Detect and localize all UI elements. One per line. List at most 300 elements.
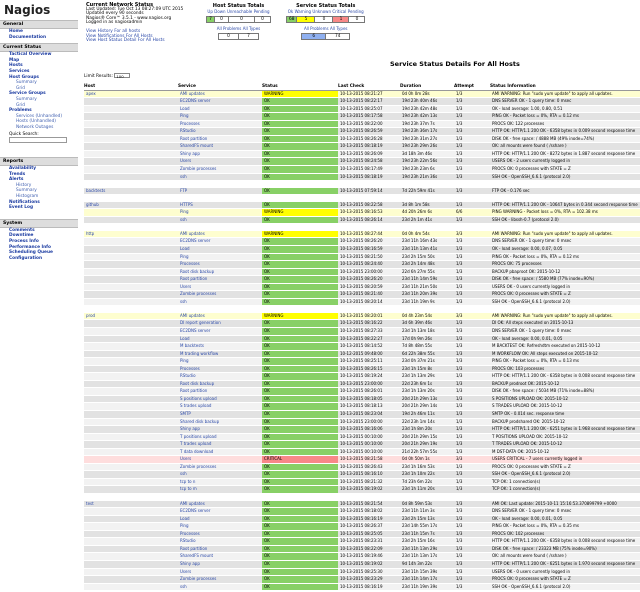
host-cell[interactable]: [84, 560, 178, 568]
nav-sg-summary[interactable]: Summary: [16, 96, 37, 102]
service-cell[interactable]: Load: [178, 105, 262, 113]
status-cell: OK: [262, 530, 338, 538]
service-cell[interactable]: Processes: [178, 261, 262, 269]
host-cell[interactable]: [84, 135, 178, 143]
last-check-cell: 10-13-2015 08:27:44: [338, 230, 400, 238]
link-history[interactable]: View History For all hosts: [86, 28, 141, 34]
table-row: [84, 538, 640, 546]
service-cell[interactable]: T data download: [178, 448, 262, 456]
service-cell[interactable]: DI report generation: [178, 320, 262, 328]
host-cell[interactable]: [84, 478, 178, 486]
host-cell[interactable]: [84, 365, 178, 373]
status-info-cell: HTTP OK: HTTP/1.1 200 OK - 6251 bytes in 1.968 second response time: [490, 426, 640, 434]
service-cell[interactable]: Load: [178, 245, 262, 253]
duration-cell: 19d 23h 23m 6s: [400, 165, 454, 173]
attempt-cell: 1/3: [454, 201, 490, 209]
status-cell: OK: [262, 238, 338, 246]
logged-in: Logged in as nagiosadmin: [86, 20, 143, 26]
last-check-cell: 10-13-2015 08:14:52: [338, 343, 400, 351]
col-status[interactable]: Status: [262, 83, 338, 90]
host-cell[interactable]: [84, 261, 178, 269]
table-row: [84, 128, 640, 136]
service-cell[interactable]: Root partition: [178, 276, 262, 284]
service-cell[interactable]: Zombie processes: [178, 291, 262, 299]
service-cell[interactable]: ssh: [178, 298, 262, 306]
duration-cell: 23d 1h 8m 20s: [400, 426, 454, 434]
attempt-cell: 1/3: [454, 395, 490, 403]
status-cell: OK: [262, 441, 338, 449]
service-cell[interactable]: Shiny app: [178, 560, 262, 568]
last-check-cell: 10-13-2015 08:26:09: [338, 150, 400, 158]
table-row: [84, 395, 640, 403]
nav-host-groups[interactable]: Host Groups: [9, 74, 39, 80]
host-cell[interactable]: [84, 395, 178, 403]
duration-cell: 9d 14h 3m 22s: [400, 560, 454, 568]
service-cell[interactable]: AMI updates: [178, 230, 262, 238]
service-cell[interactable]: SharedFS mount: [178, 553, 262, 561]
link-host-status[interactable]: View Host Status Detail For All Hosts: [86, 38, 165, 44]
status-cell: OK: [262, 560, 338, 568]
table-row: [84, 143, 640, 151]
attempt-cell: 1/3: [454, 276, 490, 284]
nav-comments[interactable]: Comments: [9, 227, 35, 233]
host-cell[interactable]: [84, 448, 178, 456]
nav-alerts-summary[interactable]: Summary: [16, 188, 37, 194]
host-cell[interactable]: test: [84, 500, 178, 508]
quick-search-input[interactable]: [9, 137, 67, 143]
nav-hosts-unhandled[interactable]: Hosts (Unhandled): [16, 119, 56, 125]
host-cell[interactable]: [84, 388, 178, 396]
service-cell[interactable]: Shiny app: [178, 150, 262, 158]
service-totals-title: Service Status Totals: [296, 3, 356, 9]
last-check-cell: 10-13-2015 08:27:33: [338, 328, 400, 336]
duration-cell: 0d 4h 23m 54s: [400, 312, 454, 320]
service-cell[interactable]: Processes: [178, 120, 262, 128]
limit-select[interactable]: 100: [114, 73, 130, 78]
status-info-cell: PROCS OK: 0 processes with STATE = Z: [490, 291, 640, 299]
status-cell: OK: [262, 143, 338, 151]
attempt-cell: 1/3: [454, 253, 490, 261]
nav-alerts-history[interactable]: History: [16, 182, 32, 188]
service-cell[interactable]: Zombie processes: [178, 165, 262, 173]
service-cell[interactable]: FTP: [178, 187, 262, 195]
duration-cell: 21d 22h 57m 55s: [400, 448, 454, 456]
last-check-cell: 10-13-2015 08:19:46: [338, 553, 400, 561]
host-cell[interactable]: [84, 411, 178, 419]
status-cell: OK: [262, 113, 338, 121]
status-info-cell: AMI WARNING: Run "sudo yum update" to apply all updates.: [490, 230, 640, 238]
page-title: Service Status Details For All Hosts: [390, 60, 520, 68]
status-cell: OK: [262, 201, 338, 209]
status-cell: WARNING: [262, 230, 338, 238]
host-cell[interactable]: [84, 433, 178, 441]
attempt-cell: 1/3: [454, 105, 490, 113]
last-check-cell: 10-13-2015 23:00:00: [338, 418, 400, 426]
host-cell[interactable]: [84, 486, 178, 494]
link-notifications[interactable]: View Notifications For All Hosts: [86, 33, 153, 39]
last-check-cell: 10-12-2015 09:48:00: [338, 350, 400, 358]
status-info-cell: T POSITIONS UPLOAD OK: 2015-10-12: [490, 433, 640, 441]
col-host[interactable]: Host: [84, 83, 178, 90]
nav-scheduling-queue[interactable]: Scheduling Queue: [9, 250, 53, 256]
nav-documentation[interactable]: Documentation: [9, 34, 47, 40]
duration-cell: 19d 23h 22m 56s: [400, 158, 454, 166]
host-cell[interactable]: [84, 538, 178, 546]
status-cell: OK: [262, 418, 338, 426]
status-cell: OK: [262, 105, 338, 113]
duration-cell: 23d 1h 15m 8s: [400, 365, 454, 373]
status-cell: OK: [262, 583, 338, 591]
service-cell[interactable]: ssh: [178, 216, 262, 224]
col-status-information[interactable]: Status Information: [490, 83, 640, 90]
host-cell[interactable]: [84, 576, 178, 584]
service-cell[interactable]: ssh: [178, 173, 262, 181]
host-cell[interactable]: [84, 238, 178, 246]
status-cell: OK: [262, 463, 338, 471]
svc-label-warning[interactable]: Warning: [294, 9, 312, 14]
duration-cell: 19d 23h 37m 7s: [400, 120, 454, 128]
host-cell[interactable]: [84, 165, 178, 173]
service-status-table: [84, 83, 640, 591]
host-cell[interactable]: [84, 426, 178, 434]
status-cell: OK: [262, 343, 338, 351]
host-cell[interactable]: [84, 515, 178, 523]
host-cell[interactable]: [84, 530, 178, 538]
host-label-unreachable[interactable]: Unreachable: [226, 9, 253, 14]
host-cell[interactable]: [84, 143, 178, 151]
host-cell[interactable]: [84, 209, 178, 217]
host-cell[interactable]: backtests: [84, 187, 178, 195]
service-cell[interactable]: tcp to n: [178, 478, 262, 486]
nav-trends[interactable]: Trends: [9, 171, 26, 177]
service-cell[interactable]: M trading workflow: [178, 350, 262, 358]
service-cell[interactable]: RStudio: [178, 538, 262, 546]
host-all-problems-label[interactable]: All Problems: [216, 26, 242, 31]
service-cell[interactable]: Load: [178, 335, 262, 343]
last-check-cell: 10-13-2015 08:21:50: [338, 253, 400, 261]
service-cell[interactable]: EC2DNS server: [178, 98, 262, 106]
status-info-cell: PROCS OK: 0 processes with STATE = Z: [490, 576, 640, 584]
service-cell[interactable]: Root partition: [178, 135, 262, 143]
host-cell[interactable]: github: [84, 201, 178, 209]
col-attempt[interactable]: Attempt: [454, 83, 490, 90]
attempt-cell: 1/3: [454, 187, 490, 195]
nav-problems[interactable]: Problems: [9, 108, 32, 114]
col-last-check[interactable]: Last Check: [338, 83, 400, 90]
service-cell[interactable]: ssh: [178, 583, 262, 591]
service-cell[interactable]: HTTPS: [178, 201, 262, 209]
last-check-cell: 10-13-2015 08:22:27: [338, 335, 400, 343]
host-cell[interactable]: [84, 113, 178, 121]
last-check-cell: 10-13-2015 08:26:01: [338, 388, 400, 396]
host-cell[interactable]: [84, 105, 178, 113]
host-cell[interactable]: [84, 463, 178, 471]
service-cell[interactable]: T positions upload: [178, 433, 262, 441]
host-cell[interactable]: [84, 568, 178, 576]
attempt-cell: 1/3: [454, 380, 490, 388]
status-info-cell: S TRADES UPLOAD OK: 2015-10-12: [490, 403, 640, 411]
status-cell: OK: [262, 486, 338, 494]
last-check-cell: 10-13-2015 08:22:09: [338, 545, 400, 553]
service-cell[interactable]: Processes: [178, 365, 262, 373]
service-cell[interactable]: Users: [178, 568, 262, 576]
attempt-cell: 1/3: [454, 158, 490, 166]
status-cell: OK: [262, 388, 338, 396]
service-cell[interactable]: Root disk backup: [178, 268, 262, 276]
host-cell[interactable]: [84, 380, 178, 388]
host-cell[interactable]: prod: [84, 312, 178, 320]
status-cell: OK: [262, 545, 338, 553]
service-cell[interactable]: Load: [178, 515, 262, 523]
nav-performance-info[interactable]: Performance Info: [9, 244, 51, 250]
duration-cell: 20d 21h 29m 15s: [400, 433, 454, 441]
table-row: [84, 187, 640, 195]
duration-cell: 20d 21h 29m 13s: [400, 395, 454, 403]
status-cell: OK: [262, 283, 338, 291]
status-info-cell: DNS SERVER OK - 1 query time: 0 msec: [490, 328, 640, 336]
last-check-cell: 10-13-2015 08:21:27: [338, 90, 400, 98]
nav-availability[interactable]: Availability: [9, 166, 37, 172]
host-cell[interactable]: [84, 553, 178, 561]
host-cell[interactable]: [84, 523, 178, 531]
table-row: [84, 320, 640, 328]
attempt-cell: 1/3: [454, 523, 490, 531]
host-totals-title: Host Status Totals: [212, 3, 265, 9]
last-check-cell: 10-13-2015 08:25:07: [338, 105, 400, 113]
host-label-pending[interactable]: Pending: [253, 9, 270, 14]
service-cell[interactable]: SharedFS mount: [178, 143, 262, 151]
host-all-types-label[interactable]: All Types: [242, 26, 261, 31]
service-cell[interactable]: Shared disk backup: [178, 418, 262, 426]
host-cell[interactable]: [84, 320, 178, 328]
attempt-cell: 1/3: [454, 583, 490, 591]
service-cell[interactable]: RStudio: [178, 128, 262, 136]
attempt-cell: 1/3: [454, 298, 490, 306]
nav-sg-grid[interactable]: Grid: [16, 102, 26, 108]
host-cell[interactable]: [84, 358, 178, 366]
host-label-down[interactable]: Down: [214, 9, 226, 14]
nav-alerts[interactable]: Alerts: [9, 177, 24, 183]
service-cell[interactable]: Root partition: [178, 388, 262, 396]
table-row: [84, 312, 640, 320]
host-cell[interactable]: [84, 120, 178, 128]
table-row: [84, 238, 640, 246]
host-cell[interactable]: [84, 508, 178, 516]
service-cell[interactable]: SMTP: [178, 411, 262, 419]
nav-hg-summary[interactable]: Summary: [16, 80, 37, 86]
attempt-cell: 1/3: [454, 471, 490, 479]
service-cell[interactable]: tcp to m: [178, 486, 262, 494]
service-cell[interactable]: EC2DNS server: [178, 238, 262, 246]
nav-home[interactable]: Home: [9, 29, 23, 34]
host-cell[interactable]: [84, 216, 178, 224]
status-cell: OK: [262, 523, 338, 531]
service-cell[interactable]: Users: [178, 283, 262, 291]
svc-label-ok[interactable]: Ok: [287, 9, 294, 14]
host-cell[interactable]: [84, 158, 178, 166]
attempt-cell: 1/3: [454, 426, 490, 434]
service-cell[interactable]: Processes: [178, 530, 262, 538]
duration-cell: 0d 0h 50m 1s: [400, 456, 454, 464]
status-cell: OK: [262, 335, 338, 343]
host-cell[interactable]: [84, 298, 178, 306]
service-cell[interactable]: Zombie processes: [178, 576, 262, 584]
status-cell: OK: [262, 216, 338, 224]
svc-label-unknown[interactable]: Unknown: [312, 9, 331, 14]
last-check-cell: 10-13-2015 08:26:15: [338, 365, 400, 373]
status-info-cell: HTTP OK: HTTP/1.1 200 OK - 10647 bytes in 0.344 second response time: [490, 201, 640, 209]
nav-tactical-overview[interactable]: Tactical Overview: [9, 52, 52, 58]
attempt-cell: 1/3: [454, 403, 490, 411]
host-cell[interactable]: [84, 245, 178, 253]
service-cell[interactable]: Ping: [178, 358, 262, 366]
duration-cell: 19d 23h 36m 17s: [400, 128, 454, 136]
attempt-cell: 1/3: [454, 568, 490, 576]
status-info-cell: PING OK - Packet loss = 0%, RTA = 0.13 ms: [490, 358, 640, 366]
status-cell: OK: [262, 365, 338, 373]
col-service[interactable]: Service: [178, 83, 262, 90]
table-row: [84, 358, 640, 366]
service-cell[interactable]: EC2DNS server: [178, 508, 262, 516]
section-reports: Reports: [0, 157, 78, 166]
host-cell[interactable]: [84, 253, 178, 261]
duration-cell: 17d 0h 9m 26s: [400, 335, 454, 343]
service-cell[interactable]: Shiny app: [178, 426, 262, 434]
host-label-up[interactable]: Up: [207, 9, 213, 14]
service-cell[interactable]: S positions upload: [178, 395, 262, 403]
host-cell[interactable]: [84, 343, 178, 351]
host-cell[interactable]: [84, 403, 178, 411]
svc-warning-count: 5: [297, 17, 315, 23]
nav-network-outages[interactable]: Network Outages: [16, 124, 54, 130]
host-cell[interactable]: [84, 545, 178, 553]
service-cell[interactable]: S trades upload: [178, 403, 262, 411]
host-cell[interactable]: [84, 150, 178, 158]
service-cell[interactable]: Users: [178, 456, 262, 464]
host-cell[interactable]: [84, 173, 178, 181]
svc-label-critical[interactable]: Critical: [332, 9, 347, 14]
nav-service-groups[interactable]: Service Groups: [9, 91, 46, 97]
nav-map[interactable]: Map: [9, 57, 20, 63]
status-cell: OK: [262, 128, 338, 136]
nav-alerts-histogram[interactable]: Histogram: [16, 194, 39, 200]
attempt-cell: 1/3: [454, 545, 490, 553]
service-cell[interactable]: Ping: [178, 523, 262, 531]
service-cell[interactable]: EC2DNS server: [178, 328, 262, 336]
status-info-cell: DISK OK - free space: / 5580 MB (77% inode=90%): [490, 276, 640, 284]
nav-hg-grid[interactable]: Grid: [16, 85, 26, 91]
service-cell[interactable]: RStudio: [178, 373, 262, 381]
attempt-cell: 1/3: [454, 283, 490, 291]
status-cell: OK: [262, 395, 338, 403]
last-check-cell: 10-13-2015 08:16:06: [338, 426, 400, 434]
service-cell[interactable]: Root partition: [178, 545, 262, 553]
host-cell[interactable]: [84, 418, 178, 426]
host-cell[interactable]: [84, 441, 178, 449]
service-cell[interactable]: AMI updates: [178, 500, 262, 508]
last-check-cell: 10-13-2015 07:59:14: [338, 187, 400, 195]
service-cell[interactable]: Zombie processes: [178, 463, 262, 471]
last-check-cell: 10-13-2015 23:00:00: [338, 268, 400, 276]
last-check-cell: 10-13-2015 08:26:59: [338, 128, 400, 136]
host-cell[interactable]: [84, 335, 178, 343]
nav-process-info[interactable]: Process Info: [9, 239, 39, 245]
host-cell[interactable]: http: [84, 230, 178, 238]
host-cell[interactable]: [84, 373, 178, 381]
nav-downtime[interactable]: Downtime: [9, 233, 34, 239]
attempt-cell: 1/3: [454, 433, 490, 441]
service-cell[interactable]: Users: [178, 158, 262, 166]
nav-configuration[interactable]: Configuration: [9, 255, 43, 261]
host-cell[interactable]: [84, 471, 178, 479]
status-info-cell: PROCS OK: 75 processes: [490, 261, 640, 269]
nav-services[interactable]: Services: [9, 68, 30, 74]
last-check-cell: 10-13-2015 00:10:00: [338, 441, 400, 449]
service-cell[interactable]: AMI updates: [178, 312, 262, 320]
nav-services-unhandled[interactable]: Services (Unhandled): [16, 113, 63, 119]
duration-cell: 19d 23h 31m 27s: [400, 135, 454, 143]
section-system: System: [0, 219, 78, 228]
table-row: [84, 245, 640, 253]
status-cell: OK: [262, 173, 338, 181]
host-cell[interactable]: apex: [84, 90, 178, 98]
svc-all-types-label[interactable]: All Types: [330, 26, 348, 31]
host-cell[interactable]: [84, 456, 178, 464]
duration-cell: 19d 23h 40m 46s: [400, 98, 454, 106]
svc-problems-table: [301, 33, 350, 40]
status-info-cell: TCP OK: 1 connection(s): [490, 478, 640, 486]
col-duration[interactable]: Duration: [400, 83, 454, 90]
last-check-cell: 10-13-2015 00:10:00: [338, 448, 400, 456]
duration-cell: 3d 8h 1m 58s: [400, 201, 454, 209]
svc-all-problems-label[interactable]: All Problems: [303, 26, 329, 31]
host-cell[interactable]: [84, 98, 178, 106]
host-cell[interactable]: [84, 291, 178, 299]
nav-notifications[interactable]: Notifications: [9, 199, 40, 205]
duration-cell: 23d 11h 14m 17s: [400, 576, 454, 584]
service-cell[interactable]: Ping: [178, 113, 262, 121]
service-cell[interactable]: AMI updates: [178, 90, 262, 98]
status-cell: OK: [262, 350, 338, 358]
host-cell[interactable]: [84, 283, 178, 291]
host-cell[interactable]: [84, 268, 178, 276]
duration-cell: 19d 23h 42m 13s: [400, 113, 454, 121]
service-cell[interactable]: ssh: [178, 471, 262, 479]
host-cell[interactable]: [84, 276, 178, 284]
table-row: [84, 261, 640, 269]
host-cell[interactable]: [84, 583, 178, 591]
service-cell[interactable]: Ping: [178, 209, 262, 217]
last-check-cell: 10-13-2015 08:26:28: [338, 135, 400, 143]
svc-label-pending[interactable]: Pending: [347, 9, 364, 14]
host-cell[interactable]: [84, 328, 178, 336]
nav-hosts[interactable]: Hosts: [9, 63, 23, 69]
attempt-cell: 1/3: [454, 150, 490, 158]
service-cell[interactable]: T trades upload: [178, 441, 262, 449]
service-cell[interactable]: Root disk backup: [178, 380, 262, 388]
nav-event-log[interactable]: Event Log: [9, 205, 34, 211]
service-cell[interactable]: M backtests: [178, 343, 262, 351]
last-check-cell: 10-13-2015 08:20:14: [338, 298, 400, 306]
service-cell[interactable]: Ping: [178, 253, 262, 261]
attempt-cell: 1/3: [454, 486, 490, 494]
attempt-cell: 1/3: [454, 328, 490, 336]
attempt-cell: 1/3: [454, 268, 490, 276]
host-cell[interactable]: [84, 128, 178, 136]
host-cell[interactable]: [84, 350, 178, 358]
header-title: Current Network Status: [86, 2, 154, 8]
attempt-cell: 1/3: [454, 320, 490, 328]
